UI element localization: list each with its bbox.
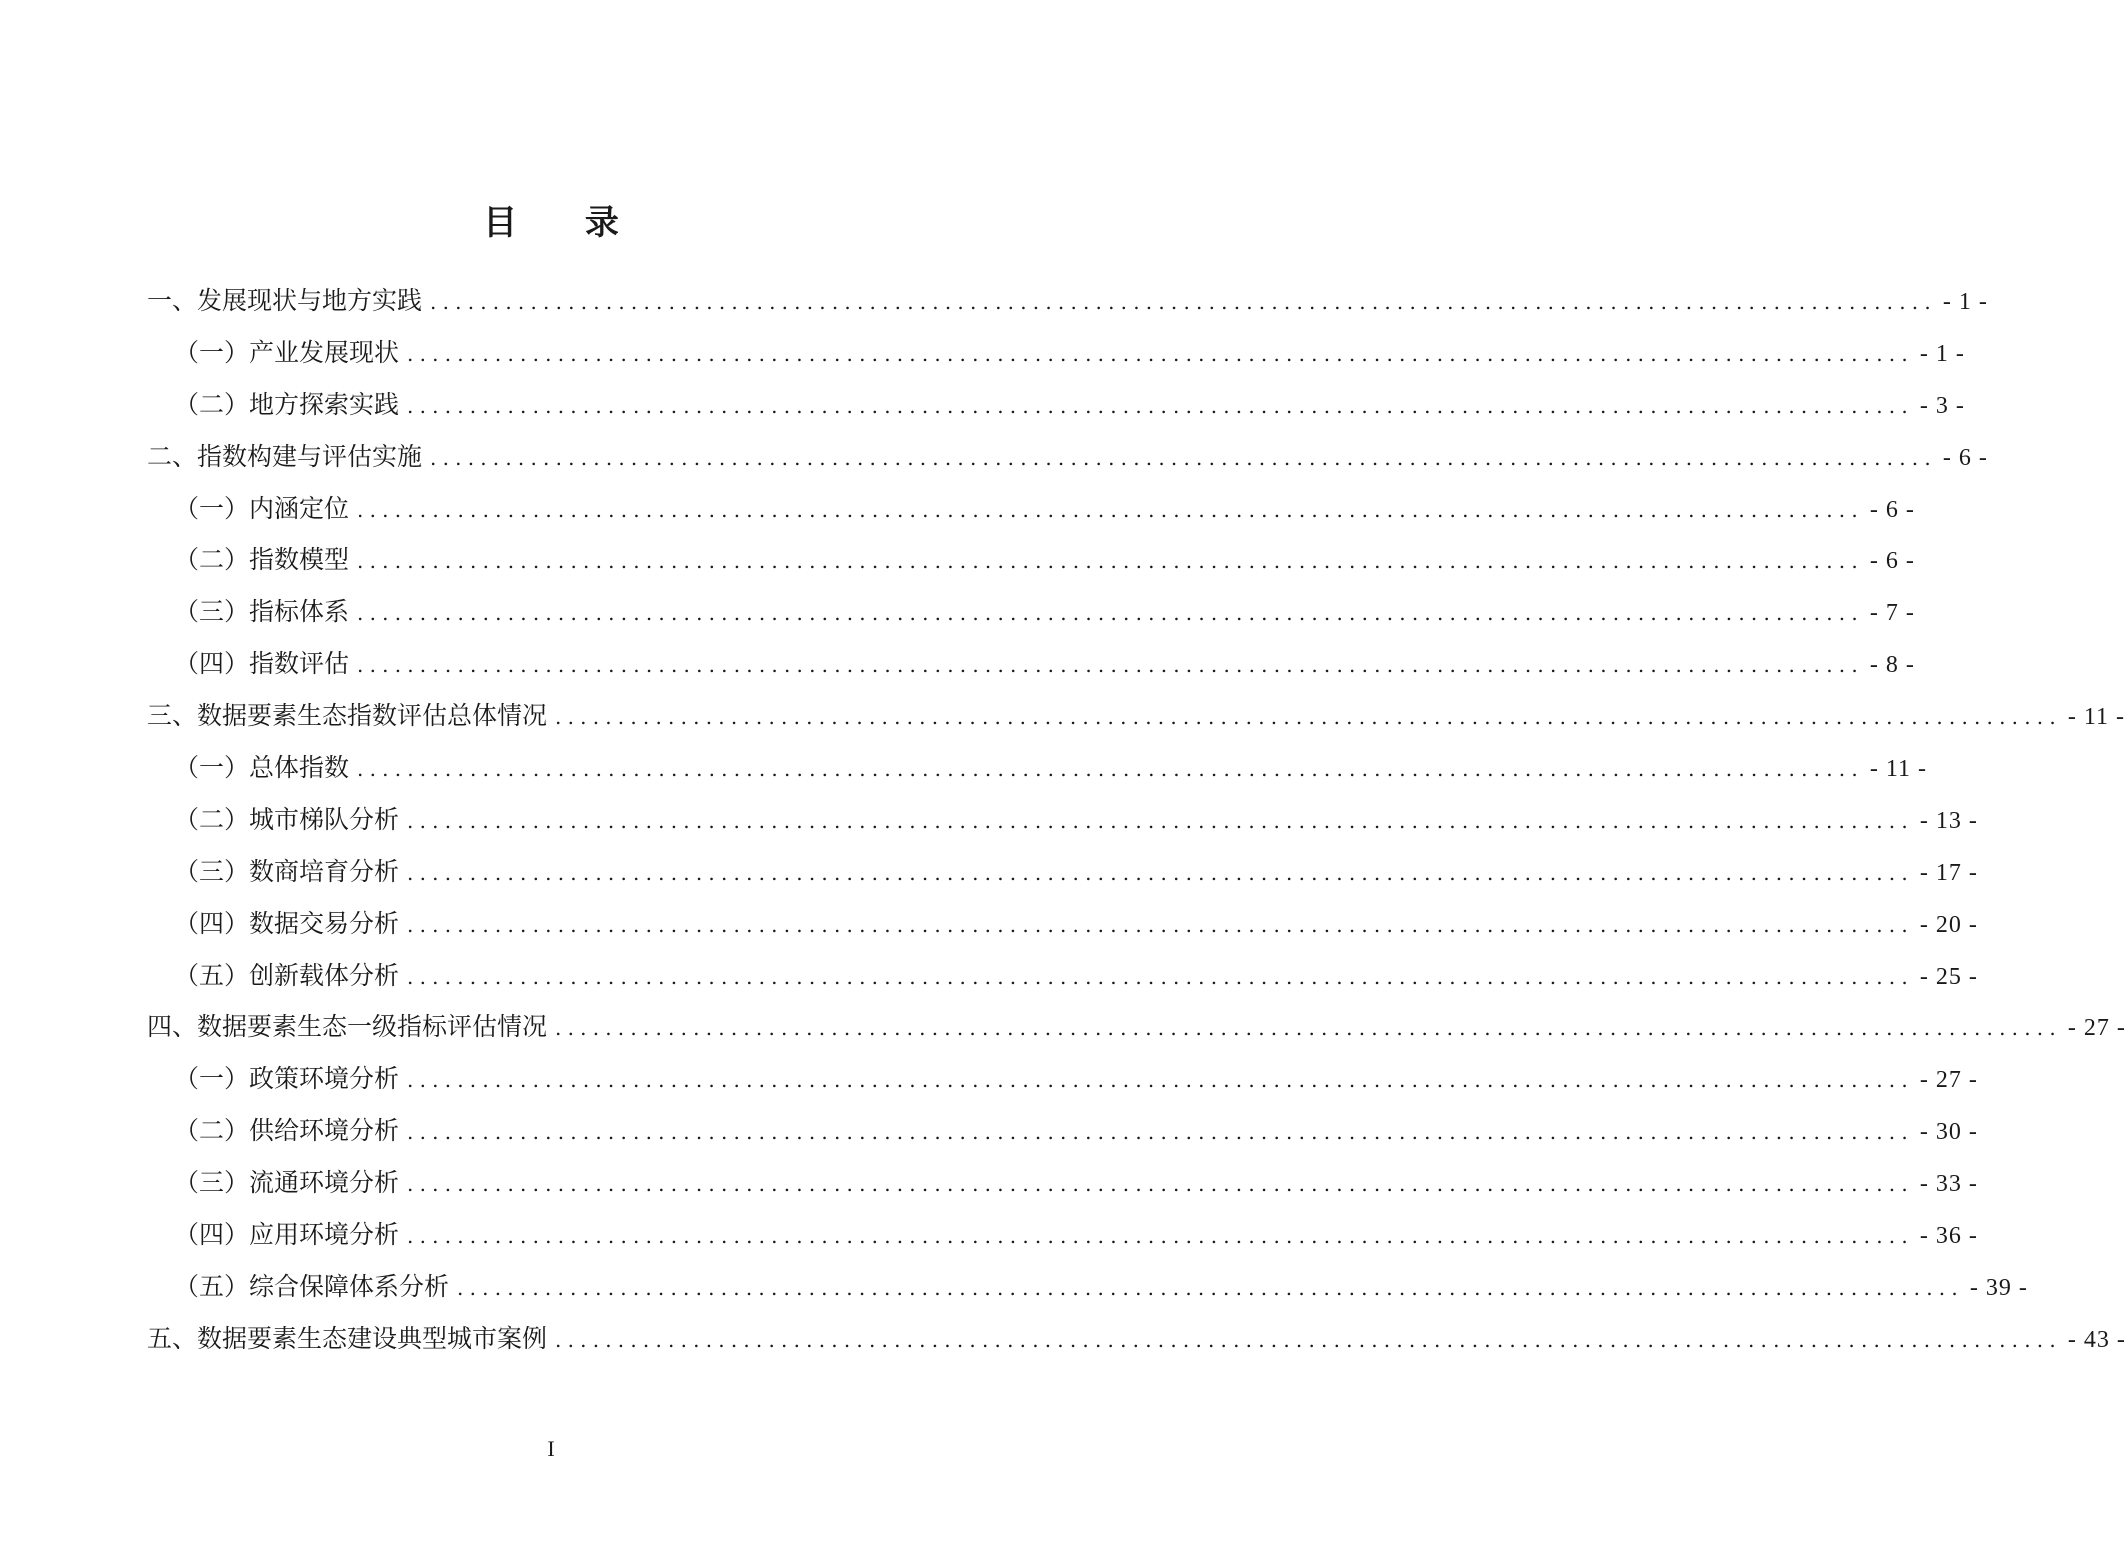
toc-dot-leader: ........................................................................................................................	[430, 445, 1937, 470]
toc-entry-label: （二）供给环境分析	[174, 1116, 400, 1146]
toc-entry[interactable]	[147, 1001, 2126, 1053]
toc-entry-label: （二）城市梯队分析	[174, 804, 400, 834]
toc-dot-leader: ........................................................................................................................	[407, 393, 1914, 418]
toc-entry[interactable]	[147, 1105, 1978, 1157]
page-number: I	[547, 1436, 555, 1461]
toc-entry[interactable]	[147, 275, 1988, 327]
toc-entry-page: - 8 -	[1869, 652, 1915, 679]
toc-entry[interactable]	[147, 534, 1915, 586]
toc-entry[interactable]	[147, 846, 1978, 898]
toc-entry-label: （三）指标体系	[174, 597, 350, 627]
toc-entry-page: - 6 -	[1869, 548, 1915, 575]
table-of-contents	[147, 275, 2126, 1365]
toc-entry[interactable]	[147, 1261, 2028, 1313]
toc-entry[interactable]	[147, 638, 1915, 690]
toc-entry[interactable]	[147, 794, 1978, 846]
toc-entry-page: - 39 -	[1969, 1274, 2028, 1301]
toc-entry[interactable]	[147, 431, 1988, 483]
toc-dot-leader: ........................................................................................................................	[407, 1224, 1914, 1249]
toc-entry-page: - 20 -	[1919, 911, 1978, 938]
toc-entry-page: - 6 -	[1869, 496, 1915, 523]
toc-entry-page: - 43 -	[2067, 1326, 2126, 1353]
toc-dot-leader: ........................................................................................................................	[407, 1120, 1914, 1145]
toc-entry-page: - 25 -	[1919, 963, 1978, 990]
toc-dot-leader: ........................................................................................................................	[407, 1068, 1914, 1093]
toc-dot-leader: ........................................................................................................................	[357, 601, 1864, 626]
toc-dot-leader: ........................................................................................................................	[555, 705, 2062, 730]
toc-entry[interactable]	[147, 742, 1927, 794]
toc-entry-page: - 1 -	[1919, 340, 1965, 367]
toc-dot-leader: ........................................................................................................................	[357, 497, 1864, 522]
toc-entry-label: （二）指数模型	[174, 545, 350, 575]
toc-dot-leader: ........................................................................................................................	[357, 549, 1864, 574]
toc-dot-leader: ........................................................................................................................	[430, 290, 1937, 314]
toc-entry-page: - 11 -	[1869, 756, 1927, 783]
toc-entry-label: 一、发展现状与地方实践	[147, 286, 423, 315]
toc-dot-leader: ........................................................................................................................	[407, 808, 1914, 833]
toc-dot-leader: ........................................................................................................................	[407, 964, 1914, 989]
toc-entry[interactable]	[147, 1209, 1978, 1261]
toc-entry-page: - 33 -	[1919, 1171, 1978, 1198]
toc-entry[interactable]	[147, 1313, 2126, 1365]
toc-entry-label: （一）产业发展现状	[174, 337, 400, 367]
toc-entry[interactable]	[147, 586, 1915, 638]
toc-entry-label: （四）应用环境分析	[174, 1220, 400, 1250]
toc-entry-page: - 11 -	[2067, 704, 2125, 731]
toc-dot-leader: ........................................................................................................................	[457, 1275, 1964, 1300]
toc-entry-page: - 1 -	[1942, 289, 1988, 315]
toc-entry[interactable]	[147, 898, 1978, 950]
toc-entry-page: - 13 -	[1919, 807, 1978, 834]
toc-dot-leader: ........................................................................................................................	[407, 341, 1914, 366]
toc-dot-leader: ........................................................................................................................	[407, 860, 1914, 885]
toc-entry-label: 五、数据要素生态建设典型城市案例	[147, 1323, 548, 1353]
toc-dot-leader: ........................................................................................................................	[407, 912, 1914, 937]
toc-entry-label: （二）地方探索实践	[174, 389, 400, 419]
toc-entry-page: - 36 -	[1919, 1223, 1978, 1250]
toc-entry-label: （五）综合保障体系分析	[174, 1271, 450, 1301]
toc-entry[interactable]	[147, 379, 1965, 431]
toc-entry[interactable]	[147, 690, 2125, 742]
toc-entry-label: （四）数据交易分析	[174, 908, 400, 938]
toc-dot-leader: ........................................................................................................................	[357, 653, 1864, 678]
toc-entry-label: （一）内涵定位	[174, 493, 350, 523]
toc-title: 目 录	[483, 203, 647, 243]
toc-entry-label: 二、指数构建与评估实施	[147, 441, 423, 471]
toc-entry[interactable]	[147, 1053, 1978, 1105]
toc-entry-page: - 17 -	[1919, 859, 1978, 886]
toc-entry-page: - 6 -	[1942, 444, 1988, 471]
toc-dot-leader: ........................................................................................................................	[555, 1327, 2062, 1352]
toc-entry-label: （一）总体指数	[174, 753, 350, 783]
toc-entry-label: （一）政策环境分析	[174, 1064, 400, 1094]
toc-entry-page: - 3 -	[1919, 392, 1965, 419]
toc-entry-page: - 7 -	[1869, 600, 1915, 627]
toc-entry[interactable]	[147, 1157, 1978, 1209]
toc-dot-leader: ........................................................................................................................	[357, 757, 1864, 782]
toc-entry-label: 四、数据要素生态一级指标评估情况	[147, 1012, 548, 1042]
toc-entry[interactable]	[147, 483, 1915, 535]
toc-entry-page: - 27 -	[1919, 1067, 1978, 1094]
toc-entry-label: （三）流通环境分析	[174, 1168, 400, 1198]
toc-entry-label: 三、数据要素生态指数评估总体情况	[147, 701, 548, 731]
toc-entry[interactable]	[147, 327, 1965, 379]
toc-entry[interactable]	[147, 950, 1978, 1002]
toc-dot-leader: ........................................................................................................................	[555, 1016, 2062, 1041]
toc-entry-page: - 30 -	[1919, 1119, 1978, 1146]
toc-entry-label: （三）数商培育分析	[174, 856, 400, 886]
toc-entry-label: （五）创新载体分析	[174, 960, 400, 990]
toc-entry-page: - 27 -	[2067, 1015, 2126, 1042]
toc-entry-label: （四）指数评估	[174, 649, 350, 679]
toc-dot-leader: ........................................................................................................................	[407, 1172, 1914, 1197]
